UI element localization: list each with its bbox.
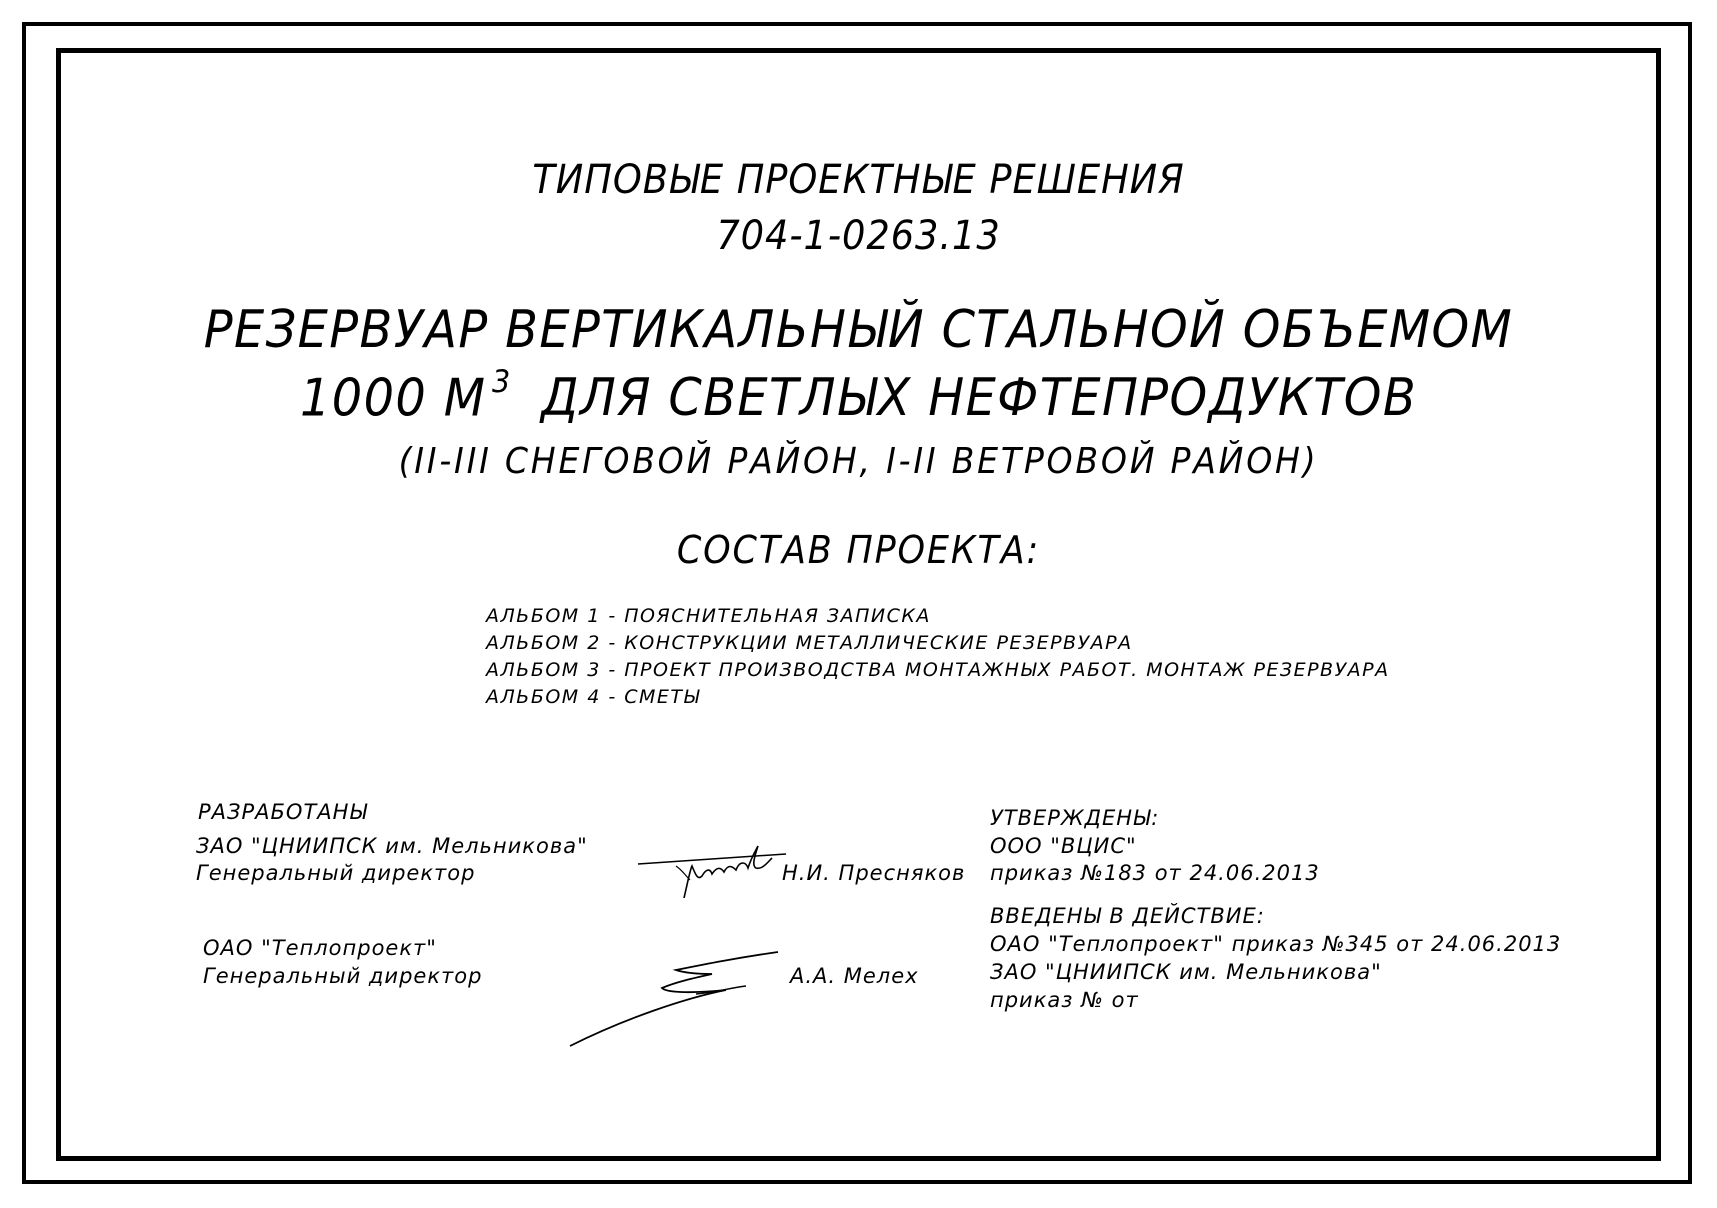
enacted-heading: ВВЕДЕНЫ В ДЕЙСТВИЕ: (990, 904, 1265, 928)
album-item-2: АЛЬБОМ 2 - КОНСТРУКЦИИ МЕТАЛЛИЧЕСКИЕ РЕЗЕРВУАРА (486, 632, 1133, 654)
developer-person-1: Н.И. Пресняков (782, 861, 966, 885)
title-volume: 1000 М (299, 368, 487, 429)
developer-org-2: ОАО "Теплопроект" (203, 936, 437, 960)
developer-role-1: Генеральный директор (196, 861, 476, 885)
album-item-3: АЛЬБОМ 3 - ПРОЕКТ ПРОИЗВОДСТВА МОНТАЖНЫХ РАБОТ. МОНТАЖ РЕЗЕРВУАРА (486, 659, 1390, 681)
approved-heading: УТВЕРЖДЕНЫ: (990, 806, 1160, 830)
signature-melekh (566, 946, 786, 1050)
title-line-3: (II-III СНЕГОВОЙ РАЙОН, I-II ВЕТРОВОЙ РАЙОН) (398, 441, 1319, 482)
title-line-2 (69, 364, 1649, 428)
enacted-line-2: ЗАО "ЦНИИПСК им. Мельникова" (990, 960, 1382, 984)
album-item-1: АЛЬБОМ 1 - ПОЯСНИТЕЛЬНАЯ ЗАПИСКА (486, 605, 931, 627)
series-code: 704-1-0263.13 (716, 213, 1001, 259)
signature-presnyakov (636, 836, 796, 906)
title-purpose: ДЛЯ СВЕТЛЫХ НЕФТЕПРОДУКТОВ (541, 368, 1418, 429)
approved-order: приказ №183 от 24.06.2013 (990, 861, 1320, 885)
enacted-line-3: приказ № от (990, 988, 1139, 1012)
title-line-1: РЕЗЕРВУАР ВЕРТИКАЛЬНЫЙ СТАЛЬНОЙ ОБЪЕМОМ (203, 300, 1514, 360)
enacted-line-1: ОАО "Теплопроект" приказ №345 от 24.06.2013 (990, 932, 1562, 956)
composition-heading: СОСТАВ ПРОЕКТА: (676, 528, 1041, 572)
series-heading: ТИПОВЫЕ ПРОЕКТНЫЕ РЕШЕНИЯ (532, 157, 1185, 203)
developer-org-1: ЗАО "ЦНИИПСК им. Мельникова" (196, 834, 588, 858)
album-item-4: АЛЬБОМ 4 - СМЕТЫ (486, 686, 701, 708)
developed-heading: РАЗРАБОТАНЫ (198, 800, 368, 824)
developer-role-2: Генеральный директор (203, 964, 483, 988)
developer-person-2: А.А. Мелех (790, 964, 919, 988)
title-volume-sup: 3 (491, 364, 512, 400)
approved-org: ООО "ВЦИС" (990, 834, 1137, 858)
